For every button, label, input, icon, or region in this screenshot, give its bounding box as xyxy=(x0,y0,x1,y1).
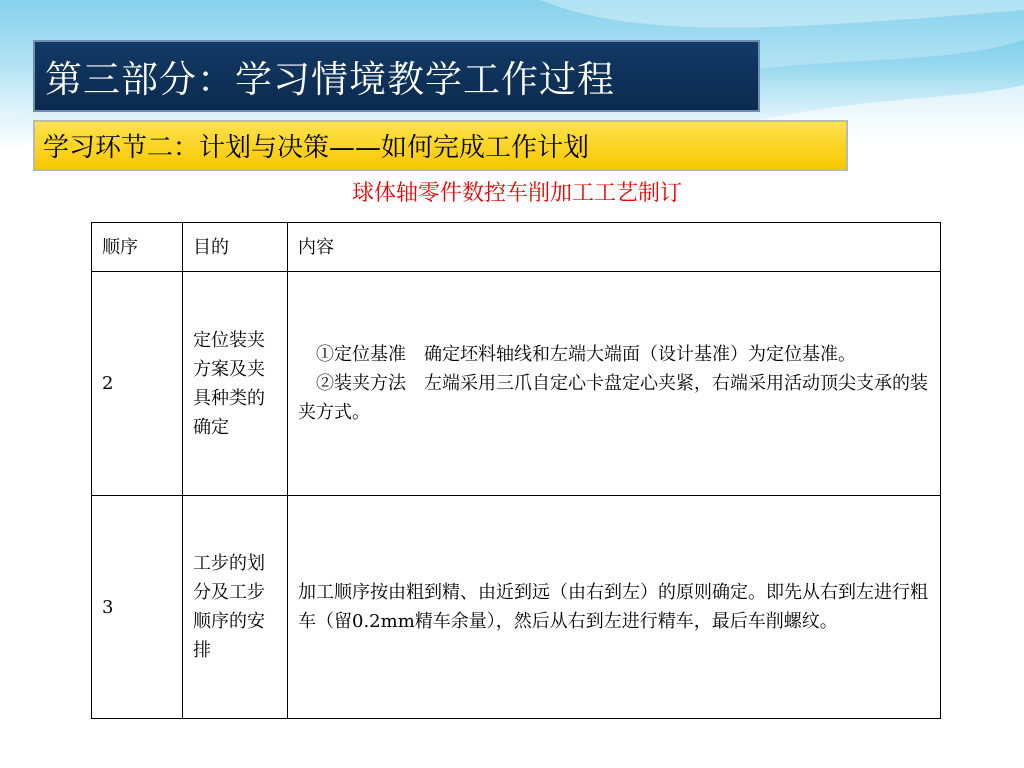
process-table xyxy=(91,222,941,719)
row-order: 3 xyxy=(92,496,183,719)
subtitle-banner xyxy=(33,120,848,171)
header-purpose: 目的 xyxy=(183,223,288,272)
table-header-row xyxy=(92,223,941,272)
row-content xyxy=(288,496,941,719)
header-order: 顺序 xyxy=(92,223,183,272)
table-row xyxy=(92,272,941,496)
row-content xyxy=(288,272,941,496)
content-paragraph: 加工顺序按由粗到精、由近到远（由右到左）的原则确定。即先从右到左进行粗车（留0.2mm精车余量），然后从右到左进行精车，最后车削螺纹。 xyxy=(298,582,928,632)
table-row xyxy=(92,496,941,719)
row-order: 2 xyxy=(92,272,183,496)
header-content: 内容 xyxy=(288,223,941,272)
page-title: 第三部分：学习情境教学工作过程 xyxy=(45,58,615,101)
row-purpose: 工步的划分及工步顺序的安排 xyxy=(183,496,288,719)
row-purpose: 定位装夹方案及夹具种类的确定 xyxy=(183,272,288,496)
page-subtitle: 学习环节二：计划与决策——如何完成工作计划 xyxy=(43,133,590,163)
content-paragraph: ②装夹方法 左端采用三爪自定心卡盘定心夹紧，右端采用活动顶尖支承的装夹方式。 xyxy=(298,373,928,423)
section-heading: 球体轴零件数控车削加工工艺制订 xyxy=(351,181,682,206)
title-banner xyxy=(33,40,760,112)
content-paragraph: ①定位基准 确定坯料轴线和左端大端面（设计基准）为定位基准。 xyxy=(316,344,856,365)
